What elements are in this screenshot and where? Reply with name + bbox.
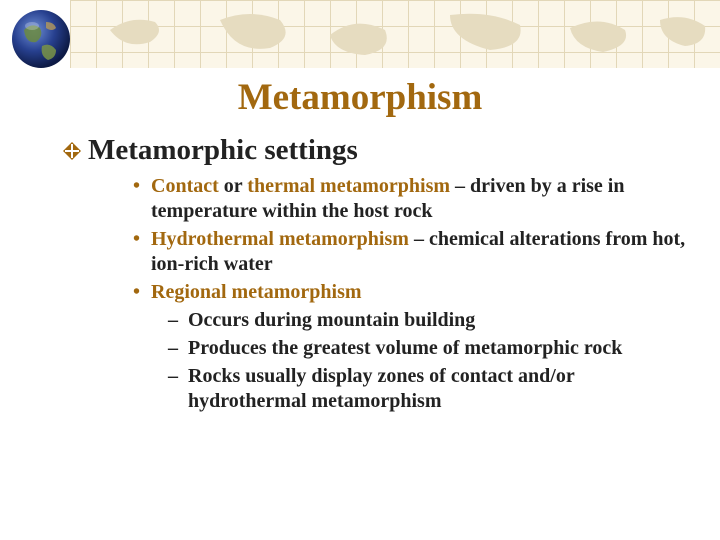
term-contact: Contact (151, 175, 219, 197)
sub-list (168, 308, 693, 414)
list-item-contact (133, 174, 693, 224)
term-regional: Regional metamorphism (151, 281, 362, 303)
bullet-dot-icon: • (133, 175, 141, 197)
list-item-hydrothermal (133, 227, 693, 277)
world-map-banner (70, 0, 720, 68)
item-description: – driven by a rise in temperature within the host rock (151, 175, 625, 222)
sub-list-item (168, 364, 693, 414)
heading-row (62, 134, 358, 167)
dash-marker: – (168, 365, 178, 387)
dash-marker: – (168, 309, 178, 331)
dash-marker: – (168, 337, 178, 359)
sub-item-text: Rocks usually display zones of contact and/or hydrothermal metamorphism (188, 365, 575, 412)
bullet-list (133, 174, 693, 417)
section-heading: Metamorphic settings (88, 134, 358, 166)
sub-item-text: Produces the greatest volume of metamorphic rock (188, 337, 623, 359)
slide-title: Metamorphism (237, 77, 483, 118)
list-item-regional (133, 280, 693, 305)
item-description: – chemical alterations from hot, ion-rich water (151, 228, 686, 275)
globe-icon (10, 8, 72, 70)
sub-list-item (168, 336, 693, 361)
term-hydrothermal: Hydrothermal metamorphism (151, 228, 409, 250)
bullet-dot-icon: • (133, 281, 141, 303)
sub-list-item (168, 308, 693, 333)
bullet-dot-icon: • (133, 228, 141, 250)
connector-text: or (218, 175, 248, 197)
world-map-graphic (70, 0, 720, 68)
term-thermal: thermal metamorphism (247, 175, 451, 197)
diamond-bullet-icon (62, 141, 82, 161)
sub-item-text: Occurs during mountain building (188, 309, 476, 331)
